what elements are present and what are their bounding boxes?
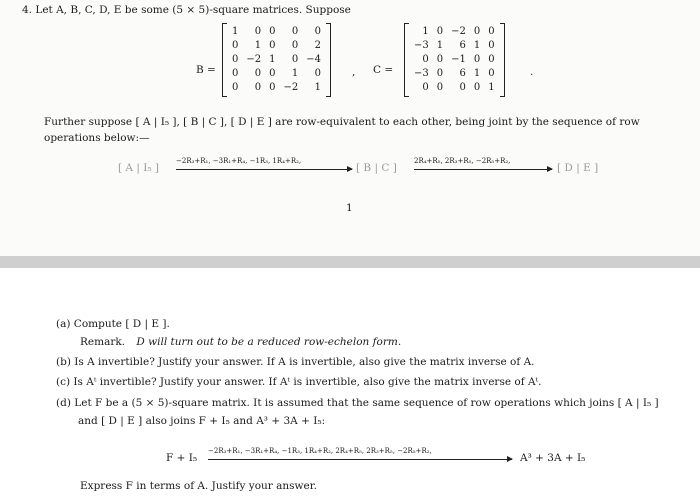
arrow-3 (208, 459, 512, 460)
matrix-c-cell: 0 (473, 54, 481, 65)
matrix-c-row (410, 39, 499, 53)
matrix-b (222, 23, 331, 97)
matrix-b-cell: 0 (269, 82, 276, 93)
part-b: (b) Is A invertible? Justify your answer. If A is invertible, also give the matrix inverse of A. (56, 356, 535, 368)
matrix-c-row (410, 25, 499, 39)
matrix-c-row (410, 81, 499, 95)
page-divider (0, 256, 700, 268)
further-line-2: operations below:— (44, 132, 150, 144)
matrix-b-cell: 0 (269, 26, 276, 37)
matrix-c-cell: −1 (451, 54, 466, 65)
matrix-c-cell: 0 (459, 82, 466, 93)
matrix-c-row (410, 53, 499, 67)
ops-sequence-2: 2R₄+R₅, 2R₃+R₅, −2R₅+R₂, (414, 157, 511, 165)
matrix-b-row (228, 53, 325, 67)
matrix-b-cell: 1 (314, 82, 321, 93)
f-plus-i: F + I₅ (166, 452, 198, 464)
matrix-c-cell: 6 (459, 40, 466, 51)
remark (80, 336, 401, 349)
arrow-1 (176, 169, 352, 170)
matrix-b-cell: 2 (314, 40, 321, 51)
matrix-b-cell: 0 (232, 82, 239, 93)
aug-b-c: [ B | C ] (356, 162, 397, 174)
matrix-b-cell: −2 (246, 54, 262, 65)
part-d-line-2: and [ D | E ] also joins F + I₅ and A³ + 3A + I₅: (78, 415, 326, 427)
matrix-b-cell: −2 (283, 82, 299, 93)
a-cubed-expression: A³ + 3A + I₅ (520, 452, 586, 464)
matrix-b-cell: 0 (232, 54, 239, 65)
matrix-b-cell: 0 (254, 68, 262, 79)
matrix-c-cell: 0 (473, 26, 481, 37)
matrix-c (404, 23, 505, 97)
ops-sequence-3: −2R₃+R₁, −3R₁+R₄, −1R₃, 1R₄+R₂, 2R₄+R₅, 2R₃+R₅, −2R₅+R₂, (208, 447, 432, 455)
matrix-b-cell: 0 (269, 68, 276, 79)
matrix-b-row (228, 81, 325, 95)
matrix-c-cell: 6 (459, 68, 466, 79)
matrix-b-cell: 0 (291, 40, 299, 51)
ops-sequence-1: −2R₃+R₁, −3R₁+R₄, −1R₃, 1R₄+R₂, (176, 157, 302, 165)
matrix-c-cell: 1 (488, 82, 495, 93)
matrix-c-cell: 0 (436, 26, 444, 37)
matrix-c-label: C = (373, 64, 394, 76)
matrix-b-row (228, 67, 325, 81)
matrix-c-cell: 0 (436, 68, 444, 79)
matrix-c-cell: 0 (436, 82, 444, 93)
matrix-c-cell: 1 (436, 40, 444, 51)
further-line-1: Further suppose [ A | I₅ ], [ B | C ], [ D | E ] are row-equivalent to each other, being joint by the sequence of row (44, 116, 640, 128)
matrix-c-cell: −3 (414, 40, 429, 51)
matrix-c-cell: 0 (473, 82, 481, 93)
period: . (530, 66, 534, 78)
matrix-c-cell: 0 (488, 68, 495, 79)
matrix-c-cell: 1 (473, 68, 481, 79)
part-c: (c) Is Aᵗ invertible? Justify your answer. If Aᵗ is invertible, also give the matrix inverse of Aᵗ. (56, 376, 542, 388)
arrow-2 (414, 169, 552, 170)
express-line: Express F in terms of A. Justify your answer. (80, 480, 317, 492)
matrix-b-cell: 1 (291, 68, 299, 79)
matrix-b-cell: 0 (291, 26, 299, 37)
matrix-b-cell: 0 (232, 68, 239, 79)
matrix-c-cell: 1 (422, 26, 429, 37)
page-number: 1 (346, 202, 353, 214)
matrix-b-row (228, 25, 325, 39)
matrix-c-cell: 0 (422, 82, 429, 93)
page-two (0, 268, 700, 499)
matrix-c-cell: 0 (436, 54, 444, 65)
matrix-b-label: B = (196, 64, 216, 76)
matrix-b-cell: 1 (254, 40, 262, 51)
matrix-c-cell: −3 (414, 68, 429, 79)
aug-d-e: [ D | E ] (557, 162, 599, 174)
part-d-line-1: (d) Let F be a (5 × 5)-square matrix. It is assumed that the same sequence of row operations which joins [ A | I₅ ] (56, 397, 659, 409)
comma: , (352, 66, 356, 78)
matrix-b-cell: −4 (306, 54, 321, 65)
matrix-b-cell: 1 (269, 54, 276, 65)
matrix-b-cell: 0 (314, 68, 321, 79)
remark-text: D will turn out to be a reduced row-echelon form. (136, 336, 402, 348)
matrix-c-cell: 1 (473, 40, 481, 51)
remark-label: Remark. (80, 336, 126, 348)
matrix-c-cell: 0 (488, 40, 495, 51)
matrix-b-cell: 0 (314, 26, 321, 37)
problem-intro: 4. Let A, B, C, D, E be some (5 × 5)-square matrices. Suppose (22, 4, 351, 16)
matrix-b-row (228, 39, 325, 53)
aug-a-i: [ A | I₅ ] (118, 162, 160, 174)
matrix-c-row (410, 67, 499, 81)
matrix-c-cell: 0 (488, 54, 495, 65)
matrix-c-cell: 0 (488, 26, 495, 37)
matrix-b-cell: 0 (232, 40, 239, 51)
matrix-b-cell: 0 (269, 40, 276, 51)
matrix-b-cell: 0 (291, 54, 299, 65)
matrix-b-cell: 0 (254, 82, 262, 93)
matrix-b-cell: 0 (254, 26, 262, 37)
matrix-b-cell: 1 (232, 26, 239, 37)
part-a: (a) Compute [ D | E ]. (56, 318, 170, 330)
matrix-c-cell: 0 (422, 54, 429, 65)
matrix-c-cell: −2 (451, 26, 466, 37)
